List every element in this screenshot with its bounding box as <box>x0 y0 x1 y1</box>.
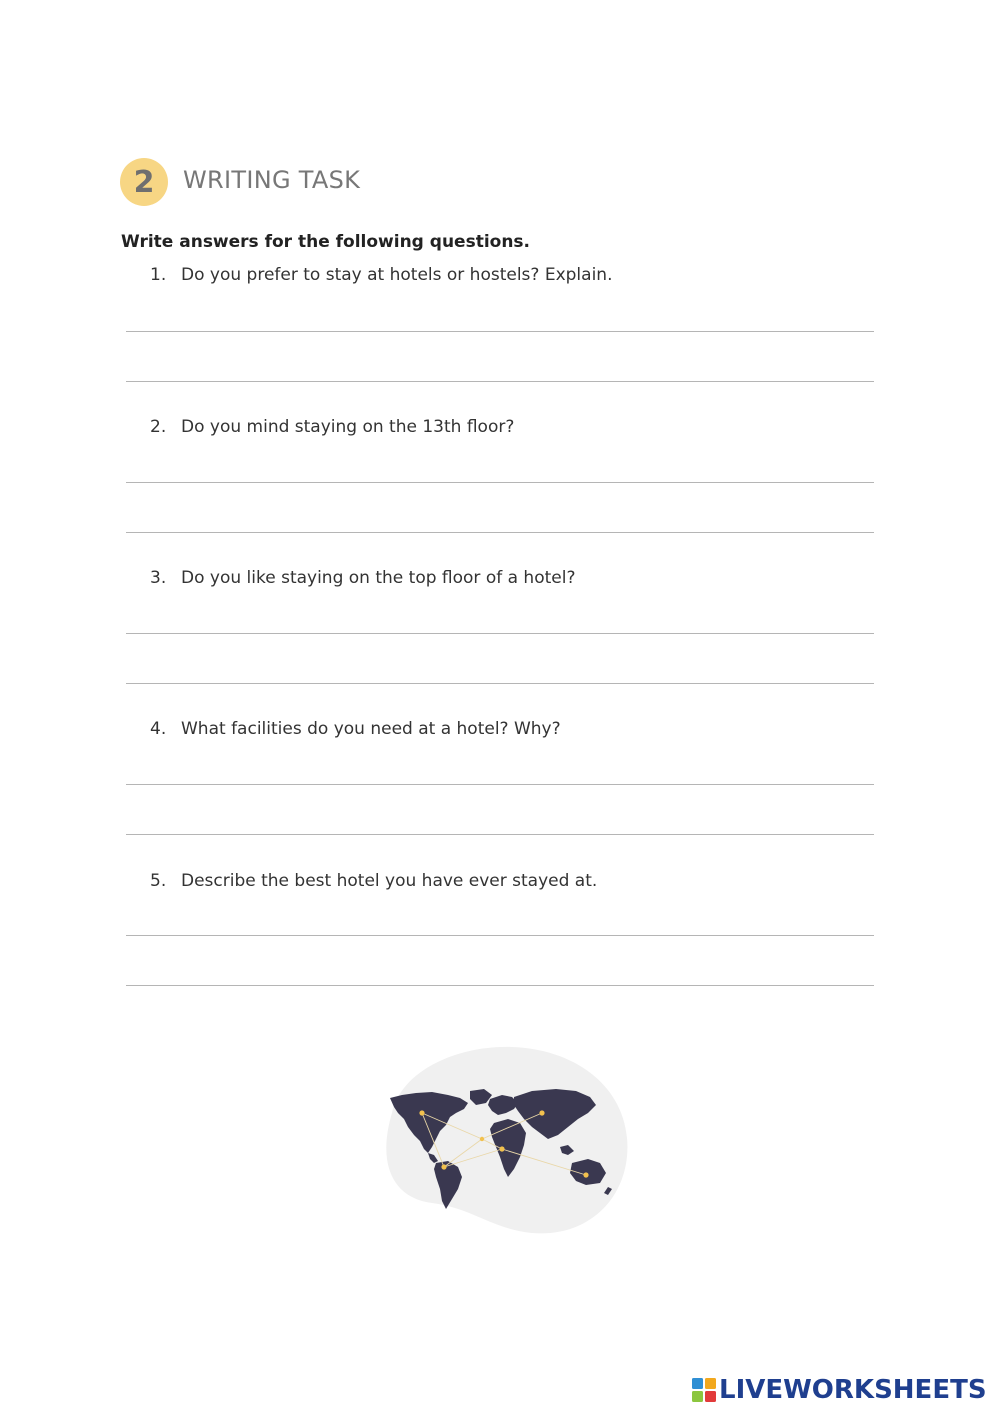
question-number: 5. <box>150 871 167 891</box>
brand-watermark[interactable] <box>692 1373 987 1407</box>
answer-line-3a[interactable] <box>126 633 874 634</box>
section-title: WRITING TASK <box>183 166 361 194</box>
question-number: 4. <box>150 719 167 739</box>
question-text: Do you like staying on the top floor of a hotel? <box>181 568 576 588</box>
answer-line-1a[interactable] <box>126 331 874 332</box>
answer-line-2a[interactable] <box>126 482 874 483</box>
question-2 <box>150 417 514 437</box>
question-text: Describe the best hotel you have ever stayed at. <box>181 871 598 891</box>
question-3 <box>150 568 575 588</box>
question-text: What facilities do you need at a hotel? Why? <box>181 719 561 739</box>
answer-line-4b[interactable] <box>126 834 874 835</box>
answer-line-4a[interactable] <box>126 784 874 785</box>
answer-line-2b[interactable] <box>126 532 874 533</box>
question-4 <box>150 719 561 739</box>
question-text: Do you mind staying on the 13th floor? <box>181 417 515 437</box>
world-map-icon <box>372 1043 632 1239</box>
question-text: Do you prefer to stay at hotels or hostels? Explain. <box>181 265 613 285</box>
brand-text: LIVEWORKSHEETS <box>719 1375 987 1405</box>
answer-line-5b[interactable] <box>126 985 874 986</box>
section-number-badge <box>120 158 168 206</box>
question-number: 2. <box>150 417 167 437</box>
answer-line-5a[interactable] <box>126 935 874 936</box>
question-number: 1. <box>150 265 167 285</box>
instruction-text: Write answers for the following questions. <box>121 232 531 252</box>
liveworksheets-logo-icon <box>692 1378 716 1402</box>
world-map-illustration <box>372 1043 632 1239</box>
section-number: 2 <box>133 164 155 200</box>
question-1 <box>150 265 612 285</box>
answer-line-3b[interactable] <box>126 683 874 684</box>
answer-line-1b[interactable] <box>126 381 874 382</box>
question-number: 3. <box>150 568 167 588</box>
question-5 <box>150 871 597 891</box>
